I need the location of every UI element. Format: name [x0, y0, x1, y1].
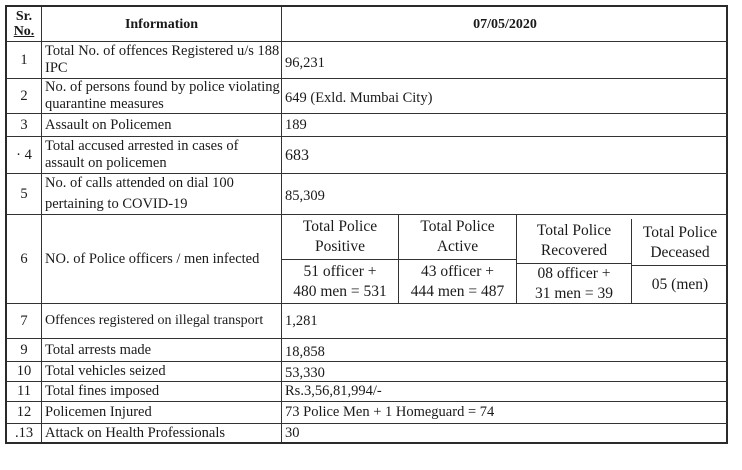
active-value-line1: 43 officer + [420, 262, 494, 280]
header-sr-no-line1: Sr. [15, 9, 33, 24]
row-3-value: 189 [282, 114, 728, 137]
row-1-value: 96,231 [282, 42, 728, 79]
active-header-line1: Total Police [420, 218, 495, 235]
row-7-info: Offences registered on illegal transport [42, 304, 282, 339]
positive-header-line2: Positive [315, 238, 365, 255]
recovered-value-line1: 08 officer + [537, 264, 611, 282]
deceased-header-line2: Deceased [650, 244, 710, 261]
row-3-info: Assault on Policemen [42, 114, 282, 137]
header-information: Information [42, 7, 282, 42]
row-3-sr: 3 [7, 114, 42, 137]
row-6-sr: 6 [7, 215, 42, 304]
positive-header-line1: Total Police [302, 218, 378, 235]
row-13-value: 30 [285, 424, 300, 441]
row-12-value: 73 Police Men + 1 Homeguard = 74 [282, 402, 728, 424]
recovered-header-line2: Recovered [540, 242, 608, 259]
row-1-sr: 1 [7, 42, 42, 79]
row-12-sr: 12 [7, 402, 42, 424]
positive-value-line1: 51 officer + [303, 262, 377, 280]
row-4-info: Total accused arrested in cases of assault on policemen [42, 137, 282, 174]
row-2-sr: 2 [7, 79, 42, 114]
header-sr-no-line2: No. [13, 24, 35, 39]
recovered-header-line1: Total Police [536, 222, 612, 239]
row-10-sr: 10 [7, 362, 42, 382]
row-7-sr: 7 [7, 304, 42, 339]
positive-value-line2: 480 men = 531 [293, 282, 387, 300]
row-13-info: Attack on Health Professionals [42, 424, 282, 442]
police-infected-breakdown [282, 215, 728, 304]
row-9-sr: 9 [7, 339, 42, 362]
row-9-value: 18,858 [282, 339, 728, 362]
active-header-line2: Active [436, 238, 479, 255]
row-7-value: 1,281 [282, 304, 728, 339]
row-11-info: Total fines imposed [42, 382, 282, 402]
positive-header [282, 215, 399, 260]
row-13-sr: .13 [7, 424, 42, 442]
row-9-info: Total arrests made [42, 339, 282, 362]
recovered-header [517, 219, 632, 264]
deceased-value-line1: 05 (men) [651, 275, 709, 293]
positive-value [282, 260, 399, 303]
deceased-header [632, 221, 728, 266]
row-5-info: No. of calls attended on dial 100 pertaining to COVID-19 [42, 174, 282, 215]
deceased-value [632, 266, 728, 303]
row-2-value: 649 (Exld. Mumbai City) [282, 79, 728, 114]
row-2-info: No. of persons found by police violating quarantine measures [42, 79, 282, 114]
deceased-header-line1: Total Police [642, 224, 718, 241]
covid-police-statistics-table [5, 5, 728, 444]
row-11-value: Rs.3,56,81,994/- [282, 382, 728, 402]
header-sr-no [7, 7, 42, 42]
row-10-info: Total vehicles seized [42, 362, 282, 382]
row-12-info: Policemen Injured [42, 402, 282, 424]
active-value [399, 260, 517, 303]
row-1-info: Total No. of offences Registered u/s 188 IPC [42, 42, 282, 79]
recovered-value [517, 264, 632, 303]
row-4-sr: · 4 [7, 137, 42, 174]
row-5-sr: 5 [7, 174, 42, 215]
row-6-info: NO. of Police officers / men infected [42, 215, 282, 304]
recovered-value-line2: 31 men = 39 [534, 284, 614, 302]
header-date: 07/05/2020 [282, 7, 728, 42]
row-10-value: 53,330 [282, 362, 728, 382]
active-header [399, 215, 517, 260]
active-value-line2: 444 men = 487 [410, 282, 505, 300]
row-11-sr: 11 [7, 382, 42, 402]
row-5-value: 85,309 [282, 174, 728, 215]
row-4-value: 683 [282, 137, 728, 174]
